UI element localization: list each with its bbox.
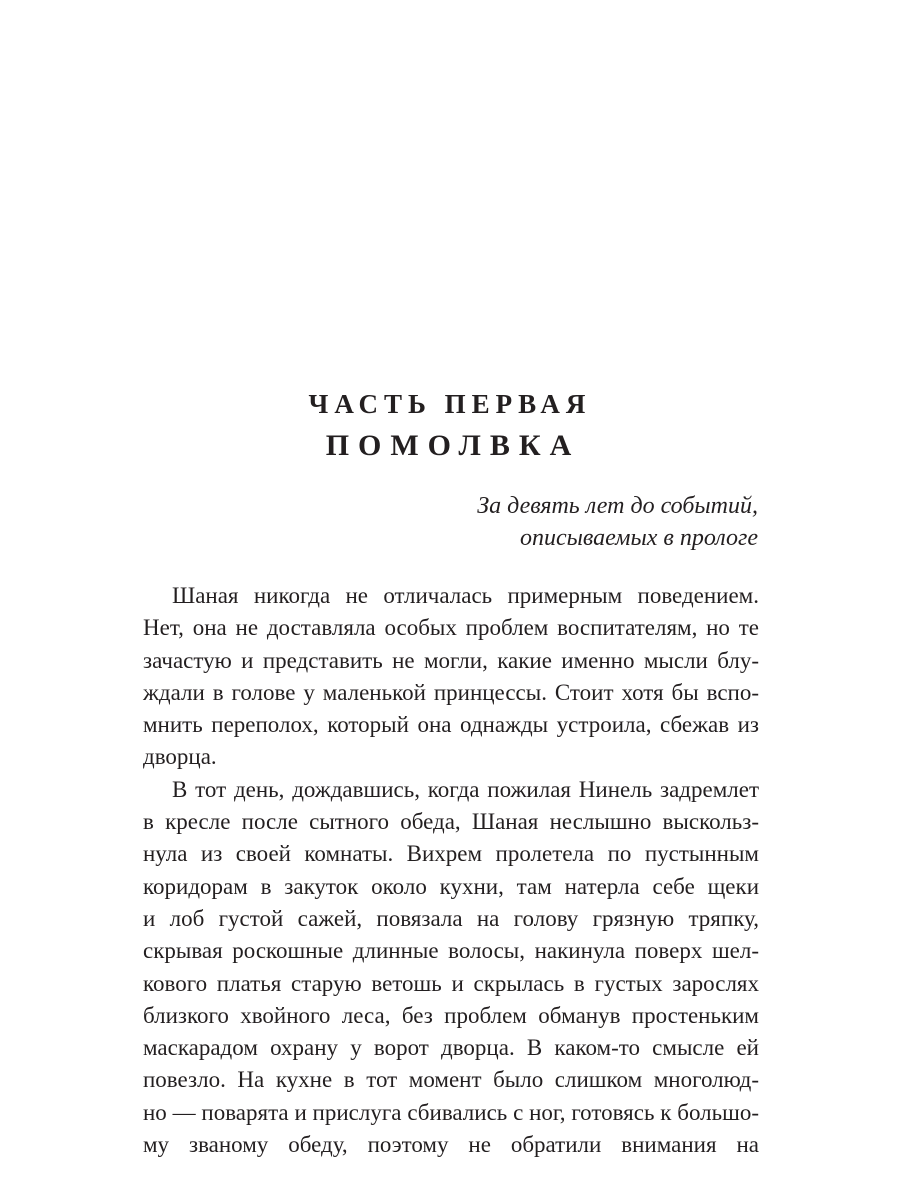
part-title: ЧАСТЬ ПЕРВАЯ — [308, 389, 592, 419]
text-line: В тот день, дождавшись, когда пожилая Нинель задремлет — [172, 776, 759, 802]
text-line: повезло. На кухне в тот момент было слишком многолюд- — [143, 1067, 759, 1093]
text-line: дворца. — [143, 744, 217, 770]
text-line: в кресле после сытного обеда, Шаная неслышно выскольз- — [143, 809, 759, 835]
epigraph — [258, 490, 758, 554]
paragraph — [143, 580, 759, 774]
text-line: и лоб густой сажей, повязала на голову грязную тряпку, — [143, 905, 759, 931]
text-line: скрывая роскошные длинные волосы, накинула поверх шел- — [143, 938, 759, 964]
epigraph-line: За девять лет до событий, — [477, 493, 758, 519]
text-line: зачастую и представить не могли, какие именно мысли блу- — [143, 647, 759, 673]
text-line: кового платья старую ветошь и скрылась в густых зарослях — [143, 970, 759, 996]
text-line: коридорам в закуток около кухни, там натерла себе щеки — [143, 873, 759, 899]
chapter-title: ПОМОЛВКА — [325, 429, 581, 462]
text-line: Шаная никогда не отличалась примерным поведением. — [172, 583, 759, 608]
text-line: нула из своей комнаты. Вихрем пролетела по пустынным — [143, 841, 759, 867]
paragraph — [143, 774, 759, 1162]
text-line: мнить переполох, который она однажды устроила, сбежав из — [143, 712, 759, 738]
body-text — [143, 580, 759, 1161]
text-line: му званому обеду, поэтому не обратили внимания на — [143, 1132, 759, 1158]
text-line: близкого хвойного леса, без проблем обманув простеньким — [143, 1002, 759, 1028]
text-line: маскарадом охрану у ворот дворца. В каком-то смысле ей — [143, 1035, 759, 1061]
text-line: ждали в голове у маленькой принцессы. Стоит хотя бы вспо- — [143, 679, 759, 705]
text-line: Нет, она не доставляла особых проблем воспитателям, но те — [143, 615, 759, 641]
text-line: но — поварята и прислуга сбивались с ног, готовясь к большо- — [143, 1099, 759, 1125]
epigraph-line: описываемых в прологе — [519, 525, 758, 551]
